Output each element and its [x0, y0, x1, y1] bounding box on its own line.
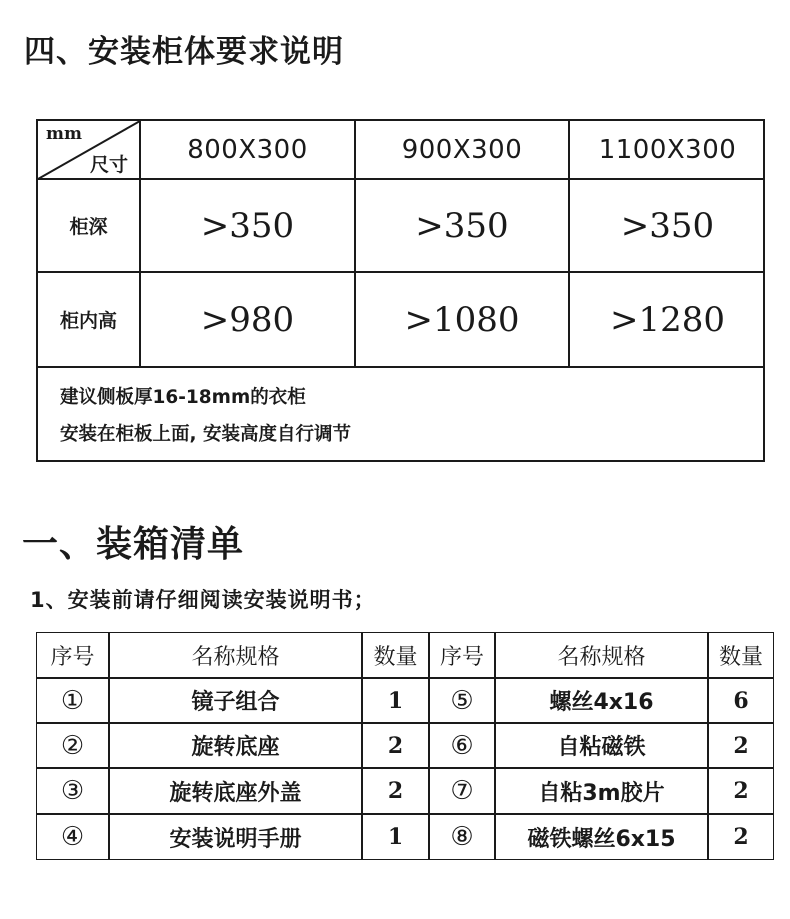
item-number: ①	[60, 685, 85, 716]
item-number: ⑧	[450, 822, 474, 852]
table-header: 数量	[373, 644, 418, 670]
item-name: 磁铁螺丝6x15	[527, 826, 676, 852]
column-header: 800X300	[187, 134, 308, 165]
section-title-cabinet: 四、安装柜体要求说明	[24, 34, 344, 70]
item-name: 旋转底座外盖	[169, 780, 302, 806]
table-divider	[38, 366, 763, 368]
table-header: 序号	[439, 644, 484, 670]
section-title-packing: 一、装箱清单	[22, 524, 245, 565]
table-header: 数量	[718, 644, 763, 670]
item-quantity: 6	[733, 687, 749, 714]
item-quantity: 2	[733, 824, 749, 850]
corner-label: 尺寸	[90, 154, 129, 176]
item-name: 镜子组合	[191, 690, 280, 715]
item-number: ⑦	[450, 776, 474, 806]
item-number: ②	[60, 730, 85, 761]
value-cell: >980	[200, 299, 295, 340]
corner-unit: mm	[46, 124, 82, 144]
row-label: 柜内高	[59, 310, 117, 332]
item-name: 安装说明手册	[169, 826, 302, 852]
value-cell: >1080	[404, 299, 520, 340]
value-cell: >350	[620, 205, 715, 246]
item-quantity: 1	[387, 824, 404, 850]
item-name: 螺丝4x16	[549, 690, 654, 715]
cabinet-requirements-table	[36, 119, 765, 462]
item-quantity: 2	[733, 778, 749, 804]
item-number: ⑤	[450, 685, 474, 716]
packing-list-table	[36, 632, 774, 860]
instruction-text: 1、安装前请仔细阅读安装说明书；	[30, 588, 376, 612]
value-cell: >350	[200, 205, 295, 246]
table-header: 名称规格	[191, 644, 280, 670]
value-cell: >350	[415, 205, 509, 246]
item-quantity: 2	[387, 732, 404, 759]
item-number: ④	[60, 822, 85, 852]
column-header: 900X300	[401, 134, 523, 165]
item-quantity: 2	[733, 732, 749, 759]
table-header: 序号	[50, 644, 95, 670]
item-name: 自粘3m胶片	[538, 780, 665, 806]
column-header: 1100X300	[598, 134, 737, 165]
value-cell: >1280	[609, 299, 725, 340]
item-quantity: 1	[387, 687, 404, 714]
item-number: ⑥	[450, 730, 474, 761]
item-name: 旋转底座	[191, 735, 280, 760]
item-name: 自粘磁铁	[557, 735, 646, 760]
note-line: 建议侧板厚16-18mm的衣柜	[60, 387, 306, 408]
note-line: 安装在柜板上面, 安装高度自行调节	[60, 424, 351, 445]
item-quantity: 2	[387, 778, 404, 804]
row-label: 柜深	[69, 216, 108, 238]
item-number: ③	[60, 776, 85, 806]
table-header: 名称规格	[557, 644, 646, 670]
